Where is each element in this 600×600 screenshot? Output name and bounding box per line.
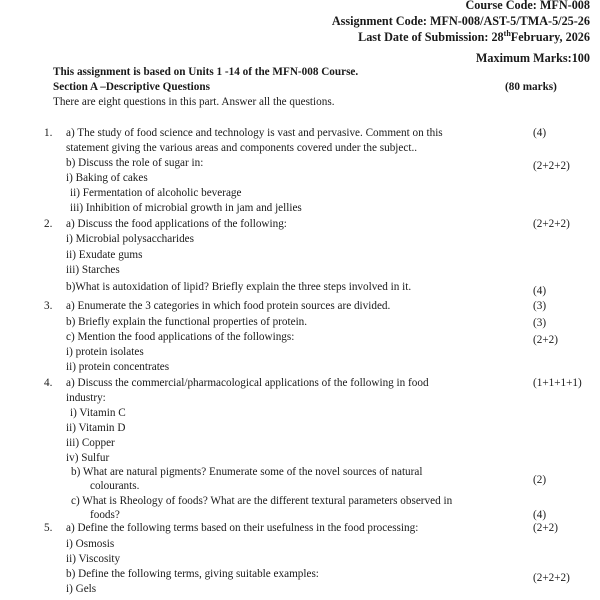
q3-a-marks: (3) bbox=[533, 300, 547, 312]
question-number-2: 2. bbox=[44, 218, 53, 230]
q5-b: b) Define the following terms, giving suitable examples: bbox=[66, 568, 319, 580]
instruction-line: There are eight questions in this part. Answer all the questions. bbox=[53, 96, 335, 108]
q1-b-marks: (2+2+2) bbox=[533, 160, 570, 172]
q5-a-ii: ii) Viscosity bbox=[66, 553, 121, 565]
question-number-4: 4. bbox=[44, 377, 53, 389]
q1-b-iii: iii) Inhibition of microbial growth in jam and jellies bbox=[70, 202, 302, 214]
q1-b-ii: ii) Fermentation of alcoholic beverage bbox=[70, 187, 242, 199]
q3-b-marks: (3) bbox=[533, 317, 547, 329]
q4-c-marks: (4) bbox=[533, 509, 547, 521]
q1-b: b) Discuss the role of sugar in: bbox=[66, 157, 204, 169]
q2-a-i: i) Microbial polysaccharides bbox=[66, 233, 194, 245]
q4-a-iii: iii) Copper bbox=[66, 437, 115, 449]
course-code: Course Code: MFN-008 bbox=[465, 0, 590, 12]
q1-a-line1: a) The study of food science and technology is vast and pervasive. Comment on this bbox=[66, 127, 443, 139]
q2-b-marks: (4) bbox=[533, 285, 547, 297]
q3-c-ii: ii) protein concentrates bbox=[66, 361, 170, 373]
question-number-3: 3. bbox=[44, 300, 53, 312]
q4-b-marks: (2) bbox=[533, 474, 547, 486]
q2-b: b)What is autoxidation of lipid? Briefly explain the three steps involved in it. bbox=[66, 281, 412, 293]
q3-a: a) Enumerate the 3 categories in which food protein sources are divided. bbox=[66, 300, 391, 312]
q4-b-line1: b) What are natural pigments? Enumerate some of the novel sources of natural bbox=[71, 466, 423, 478]
q4-c-line2: foods? bbox=[90, 509, 120, 521]
submission-date bbox=[358, 30, 590, 45]
q3-c-i: i) protein isolates bbox=[66, 346, 144, 358]
q4-a-i: i) Vitamin C bbox=[70, 407, 126, 419]
q5-a: a) Define the following terms based on their usefulness in the food processing: bbox=[66, 522, 419, 534]
q2-a-marks: (2+2+2) bbox=[533, 218, 570, 230]
q2-a-iii: iii) Starches bbox=[66, 264, 120, 276]
q4-a-ii: ii) Vitamin D bbox=[66, 422, 126, 434]
submission-date-suffix: February, 2026 bbox=[510, 30, 590, 44]
q4-a-iv: iv) Sulfur bbox=[66, 452, 110, 464]
q2-a-ii: ii) Exudate gums bbox=[66, 249, 143, 261]
q1-a-marks: (4) bbox=[533, 127, 547, 139]
q1-a-line2: statement giving the various areas and components covered under the subject.. bbox=[66, 142, 418, 154]
maximum-marks: Maximum Marks:100 bbox=[475, 51, 590, 65]
q5-b-i: i) Gels bbox=[66, 583, 97, 595]
submission-date-sup: th bbox=[503, 28, 511, 38]
q4-a-marks: (1+1+1+1) bbox=[533, 377, 582, 389]
q3-c: c) Mention the food applications of the followings: bbox=[66, 331, 295, 343]
assignment-code: Assignment Code: MFN-008/AST-5/TMA-5/25-26 bbox=[331, 14, 590, 28]
q5-a-marks: (2+2) bbox=[533, 522, 558, 534]
q4-a-line2: industry: bbox=[66, 392, 106, 404]
section-marks: (80 marks) bbox=[505, 81, 557, 93]
submission-date-prefix: Last Date of Submission: 28 bbox=[358, 30, 504, 44]
q4-c-line1: c) What is Rheology of foods? What are the different textural parameters observed in bbox=[71, 495, 453, 507]
q4-a-line1: a) Discuss the commercial/pharmacological applications of the following in food bbox=[66, 377, 429, 389]
section-title: Section A –Descriptive Questions bbox=[53, 81, 210, 93]
q5-a-i: i) Osmosis bbox=[66, 538, 115, 550]
q4-b-line2: colourants. bbox=[90, 480, 140, 492]
q2-a: a) Discuss the food applications of the following: bbox=[66, 218, 287, 230]
units-line: This assignment is based on Units 1 -14 of the MFN-008 Course. bbox=[53, 66, 359, 78]
question-number-5: 5. bbox=[44, 522, 53, 534]
question-number-1: 1. bbox=[44, 127, 53, 139]
q1-b-i: i) Baking of cakes bbox=[66, 172, 148, 184]
q3-b: b) Briefly explain the functional properties of protein. bbox=[66, 316, 308, 328]
q5-b-marks: (2+2+2) bbox=[533, 572, 570, 584]
q3-c-marks: (2+2) bbox=[533, 334, 558, 346]
